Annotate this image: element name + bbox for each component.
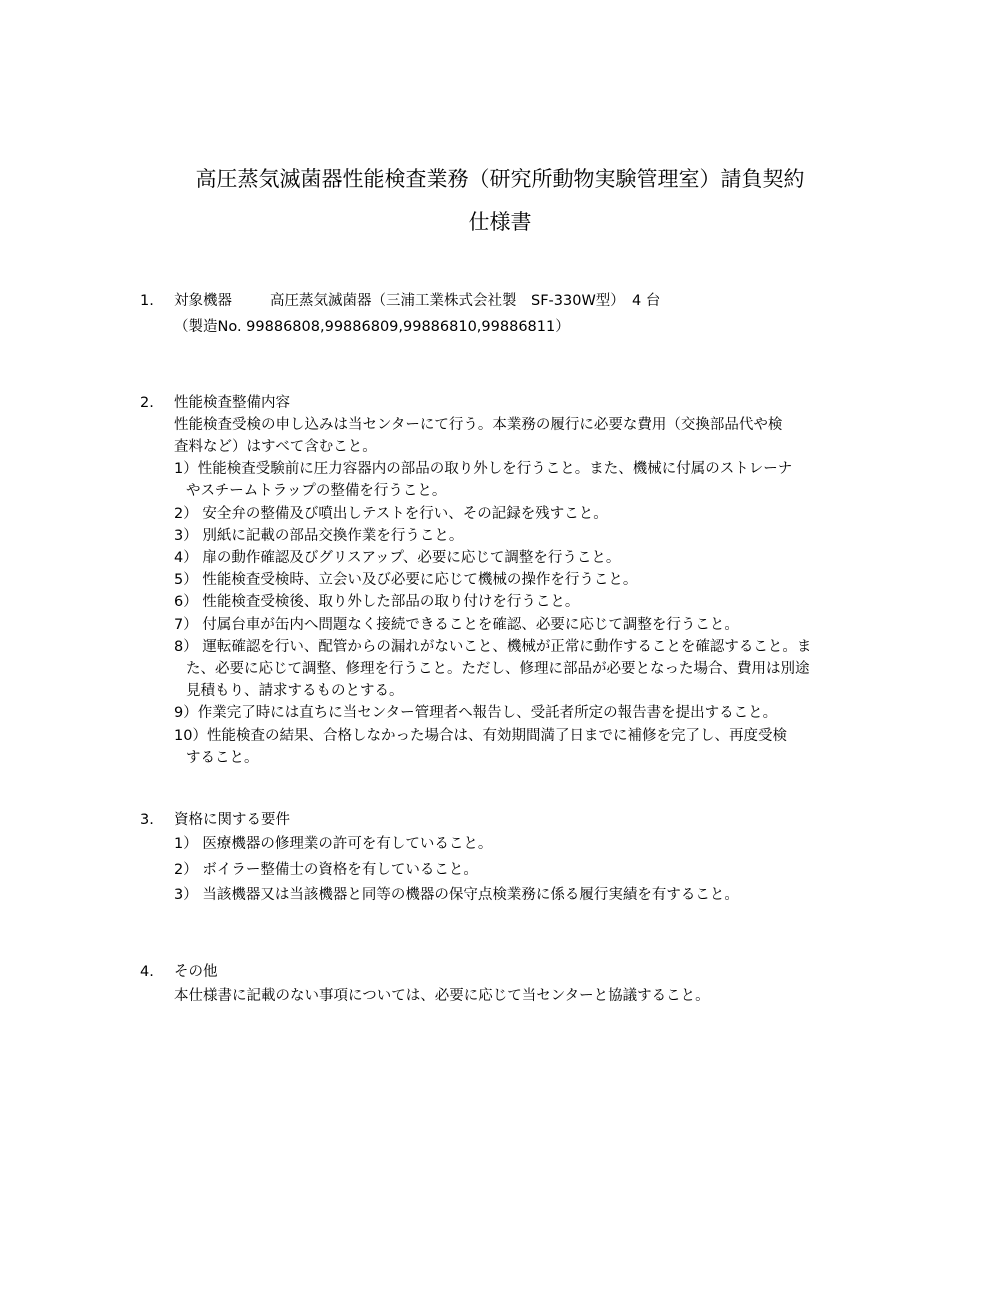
list-item: 5） 性能検査受検時、立会い及び必要に応じて機械の操作を行うこと。 [174,572,638,588]
section-number: 2. [140,395,154,411]
list-item-continuation: やスチームトラップの整備を行うこと。 [186,483,447,499]
list-item: 2） ボイラー整備士の資格を有していること。 [174,862,478,878]
list-item: 1） 医療機器の修理業の許可を有していること。 [174,836,493,852]
list-item: 2） 安全弁の整備及び噴出しテストを行い、その記録を残すこと。 [174,506,608,522]
section-title: 対象機器 [174,293,232,309]
document-subtitle: 仕様書 [468,210,532,234]
equipment-serials: （製造No. 99886808,99886809,99886810,99886811） [174,319,570,335]
list-item: 6） 性能検査受検後、取り外した部品の取り付けを行うこと。 [174,594,580,610]
section-heading [140,392,290,414]
section-number: 3. [140,812,154,828]
section-title: 資格に関する要件 [174,812,290,828]
list-item-continuation: た、必要に応じて調整、修理を行うこと。ただし、修理に部品が必要となった場合、費用は別途 [186,661,810,677]
section-number: 4. [140,964,154,980]
equipment-description: 高圧蒸気滅菌器（三浦工業株式会社製 SF-330W型） 4 台 [270,293,661,309]
section-title: 性能検査整備内容 [174,395,290,411]
list-item: 3） 当該機器又は当該機器と同等の機器の保守点検業務に係る履行実績を有すること。 [174,887,739,903]
section-title: その他 [174,964,218,980]
section-heading [140,809,290,831]
list-item: 7） 付属台車が缶内へ問題なく接続できることを確認、必要に応じて調整を行うこと。 [174,617,739,633]
list-item: 10）性能検査の結果、合格しなかった場合は、有効期間満了日までに補修を完了し、再度受検 [174,728,787,744]
list-item: 3） 別紙に記載の部品交換作業を行うこと。 [174,528,464,544]
list-item-continuation: すること。 [186,750,259,766]
intro-text: 性能検査受検の申し込みは当センターにて行う。本業務の履行に必要な費用（交換部品代や検 [174,417,783,433]
section-number: 1. [140,293,154,309]
other-text: 本仕様書に記載のない事項については、必要に応じて当センターと協議すること。 [174,988,710,1004]
section-heading [140,290,660,312]
list-item: 1）性能検査受験前に圧力容器内の部品の取り外しを行うこと。また、機械に付属のストレーナ [174,461,793,477]
intro-text: 査料など）はすべて含むこと。 [174,439,377,455]
list-item-continuation: 見積もり、請求するものとする。 [186,683,404,699]
list-item: 8） 運転確認を行い、配管からの漏れがないこと、機械が正常に動作することを確認すること。ま [174,639,812,655]
list-item: 9）作業完了時には直ちに当センター管理者へ報告し、受託者所定の報告書を提出すること。 [174,705,778,721]
section-heading [140,961,218,983]
document-title: 高圧蒸気滅菌器性能検査業務（研究所動物実験管理室）請負契約 [195,167,805,191]
list-item: 4） 扉の動作確認及びグリスアップ、必要に応じて調整を行うこと。 [174,550,621,566]
